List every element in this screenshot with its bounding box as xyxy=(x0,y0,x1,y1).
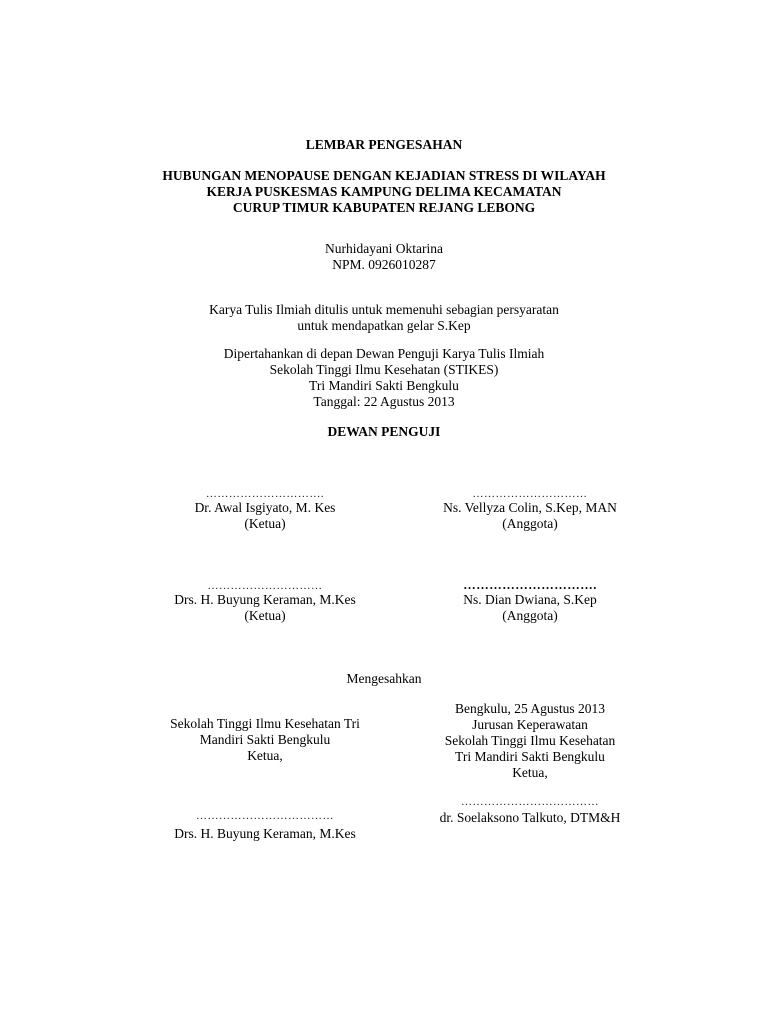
thesis-title-line: CURUP TIMUR KABUPATEN REJANG LEBONG xyxy=(232,200,536,215)
department-line: Jurusan Keperawatan xyxy=(472,717,588,732)
examiner-role: (Ketua) xyxy=(244,608,286,623)
board-heading xyxy=(0,424,768,440)
approval-date: Bengkulu, 25 Agustus 2013 xyxy=(454,701,605,716)
defense-line: Sekolah Tinggi Ilmu Kesehatan (STIKES) xyxy=(269,362,499,377)
signatory-name: dr. Soelaksono Talkuto, DTM&H xyxy=(439,810,621,825)
author-name: Nurhidayani Oktarina xyxy=(324,241,444,256)
signature-line: ……………………………… xyxy=(196,810,334,822)
defense-date: Tanggal: 22 Agustus 2013 xyxy=(313,394,455,409)
examiner-role: (Ketua) xyxy=(244,516,286,531)
examiner-name: Dr. Awal Isgiyato, M. Kes xyxy=(194,500,336,515)
board-heading-text: DEWAN PENGUJI xyxy=(327,424,441,439)
examiner-signature xyxy=(115,580,415,624)
purpose-statement xyxy=(0,302,768,334)
examiner-role: (Anggota) xyxy=(502,516,558,531)
purpose-line: untuk mendapatkan gelar S.Kep xyxy=(297,318,471,333)
examiner-name: Drs. H. Buyung Keraman, M.Kes xyxy=(174,592,356,607)
defense-line: Tri Mandiri Sakti Bengkulu xyxy=(309,378,459,393)
institution-line: Mandiri Sakti Bengkulu xyxy=(199,732,331,747)
approval-heading xyxy=(0,671,768,687)
examiner-name: Ns. Vellyza Colin, S.Kep, MAN xyxy=(443,500,617,515)
institution-line: Sekolah Tinggi Ilmu Kesehatan xyxy=(444,733,616,748)
institution-line: Sekolah Tinggi Ilmu Kesehatan Tri xyxy=(170,716,360,731)
signature-line: ………………………… xyxy=(207,580,323,592)
approval-left-signature xyxy=(115,810,415,842)
signatory-title: Ketua, xyxy=(247,748,283,763)
examiner-signature xyxy=(380,488,680,532)
author-block xyxy=(0,241,768,273)
thesis-title xyxy=(0,168,768,216)
examiner-signature xyxy=(380,578,680,624)
examiner-name: Ns. Dian Dwiana, S.Kep xyxy=(463,592,597,607)
defense-statement xyxy=(0,346,768,410)
page-title xyxy=(0,137,768,153)
signature-line: …………………………. xyxy=(205,488,325,500)
page-title-text: LEMBAR PENGESAHAN xyxy=(305,137,463,152)
examiner-role: (Anggota) xyxy=(502,608,558,623)
author-npm: NPM. 0926010287 xyxy=(332,257,436,272)
defense-line: Dipertahankan di depan Dewan Penguji Karya Tulis Ilmiah xyxy=(223,346,545,361)
approval-left xyxy=(115,716,415,764)
signature-line: …………………………. xyxy=(463,578,597,592)
purpose-line: Karya Tulis Ilmiah ditulis untuk memenuhi sebagian persyaratan xyxy=(209,302,559,317)
signatory-name: Drs. H. Buyung Keraman, M.Kes xyxy=(174,826,356,841)
signature-line: ………………………… xyxy=(472,488,588,500)
thesis-title-line: KERJA PUSKESMAS KAMPUNG DELIMA KECAMATAN xyxy=(206,184,562,199)
signature-line: ……………………………… xyxy=(461,796,599,808)
approval-right-signature xyxy=(380,796,680,826)
approval-heading-text: Mengesahkan xyxy=(346,671,422,686)
examiner-signature xyxy=(115,488,415,532)
thesis-title-line: HUBUNGAN MENOPAUSE DENGAN KEJADIAN STRESS DI WILAYAH xyxy=(162,168,606,183)
approval-right xyxy=(380,701,680,781)
institution-line: Tri Mandiri Sakti Bengkulu xyxy=(455,749,605,764)
signatory-title: Ketua, xyxy=(512,765,548,780)
